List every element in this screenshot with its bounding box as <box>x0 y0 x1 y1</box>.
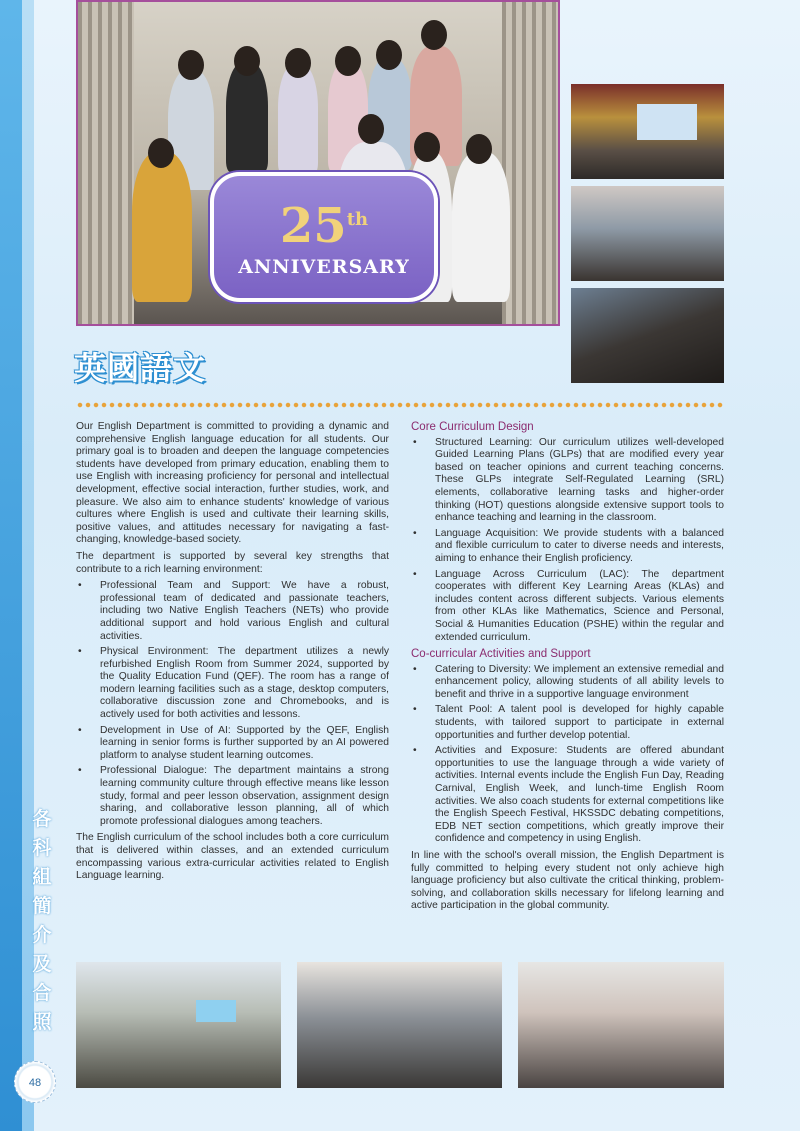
person-head <box>358 114 384 144</box>
person <box>452 152 510 302</box>
anniversary-number: 25 <box>279 198 347 254</box>
person-head <box>335 46 361 76</box>
bottom-photo-students <box>518 962 724 1088</box>
person-head <box>178 50 204 80</box>
left-text-column <box>76 421 389 887</box>
co-curricular-list <box>411 664 724 846</box>
person-head <box>148 138 174 168</box>
person-head <box>421 20 447 50</box>
person-head <box>285 48 311 78</box>
list-item: • Professional Team and Support: We have a robust, professional team of dedicated and passionate teachers, including two Native English Teachers (NETs) who provide additional support and hold various English and cultural activities. <box>100 580 389 643</box>
vertical-section-caption: 各科組簡介及合照 <box>32 808 52 1033</box>
page-number: 48 <box>14 1061 56 1103</box>
left-blue-stripe <box>0 0 22 1131</box>
person-head <box>376 40 402 70</box>
curriculum-paragraph: The English curriculum of the school includes both a core curriculum that is delivered within classes, and an extended curriculum encompassing various extra-curricular activities related to English Language learning. <box>76 832 389 882</box>
list-item: • Language Acquisition: We provide students with a balanced and flexible curriculum to cater to diverse needs and interests, aiming to enhance their English proficiency. <box>435 528 724 566</box>
list-item: • Talent Pool: A talent pool is developed for highly capable students, with tailored support to participate in external opportunities and further develop potential. <box>435 704 724 742</box>
dotted-divider <box>76 402 724 408</box>
list-item: • Physical Environment: The department utilizes a newly refurbished English Room from Summer 2024, supported by the Quality Education Fund (QEF). The room has a range of modern learning facilities such as a stage, desktop computers, collaborative discussion zone and Chromebooks, and is actively used for both activities and lessons. <box>100 646 389 722</box>
list-item: • Development in Use of AI: Supported by the QEF, English learning in senior forms is further supported by an AI powered platform to analyse student learning outcomes. <box>100 725 389 763</box>
room-screen <box>196 1000 236 1022</box>
anniversary-suffix: th <box>346 209 369 230</box>
side-photo-students <box>571 288 724 383</box>
list-item: • Language Across Curriculum (LAC): The department cooperates with different Key Learning Areas (KLAs) and includes content across different subjects. Various elements from other KLAs like Mathematics, Science and Personal, Social & Humanities Education (PSHE) within the regular and extended curriculum. <box>435 569 724 645</box>
person-head <box>414 132 440 162</box>
closing-paragraph: In line with the school's overall mission, the English Department is fully committed to helping every student not only achieve high language proficiency but also cultivate the critical thinking, problem-solving, and collaboration skills necessary for lifelong learning and active participation in the global community. <box>411 850 724 912</box>
bottom-photo-room <box>76 962 281 1088</box>
person <box>132 152 192 302</box>
wall-slats-right <box>502 2 558 324</box>
list-item: • Structured Learning: Our curriculum utilizes well-developed Guided Learning Plans (GLPs) that are modified every year based on teacher opinions and current teaching concerns. These GLPs integrate Self-Regulated Learning (SRL) elements, collaborative learning tasks and higher-order thinking (HOT) questions alongside extensive support tools to enhance teaching and learning in the classroom. <box>435 437 724 525</box>
right-text-column <box>411 421 724 917</box>
person-head <box>234 46 260 76</box>
core-curriculum-heading: Core Curriculum Design <box>411 421 534 433</box>
person <box>278 64 318 174</box>
strengths-intro: The department is supported by several key strengths that contribute to a rich learning environment: <box>76 550 389 575</box>
anniversary-text: ANNIVERSARY <box>238 256 410 278</box>
list-item: • Catering to Diversity: We implement an extensive remedial and enhancement policy, allowing students of all ability levels to benefit and thrive in a supportive language environment <box>435 664 724 702</box>
projector-screen <box>637 104 697 140</box>
person-head <box>466 134 492 164</box>
side-photo-stage <box>571 84 724 179</box>
side-photo-classroom <box>571 186 724 281</box>
bottom-photo-group <box>297 962 502 1088</box>
intro-paragraph: Our English Department is committed to providing a dynamic and comprehensive English language education for all students. Our primary goal is to broaden and deepen the language competencies students have developed from primary education, enabling them to use English with increasing proficiency for personal and intellectual development, effective social interaction, further studies, work, and pleasure. We also aim to enhance students' knowledge of various cultures where English is used and cultivate their learning skills, positive values, and attitudes necessary for navigating a fast-changing, knowledge-based society. <box>76 421 389 546</box>
wall-slats-left <box>78 2 134 324</box>
core-curriculum-list <box>411 437 724 645</box>
section-title: 英國語文 <box>74 349 207 387</box>
person <box>226 62 268 172</box>
list-item: • Activities and Exposure: Students are offered abundant opportunities to use the language through a wide variety of activities. Internal events include the English Fun Day, Reading Carnival, English Week, and lunch-time English Room activities. We also coach students for external competitions like the English Speech Festival, HKSSDC debating competitions, EDB NET section competitions, which greatly improve their confidence and competency in using English. <box>435 745 724 846</box>
co-curricular-heading: Co-curricular Activities and Support <box>411 648 591 661</box>
group-photo <box>76 0 560 326</box>
anniversary-sign <box>210 172 438 302</box>
strengths-list <box>76 580 389 828</box>
list-item: • Professional Dialogue: The department maintains a strong learning community culture through effective means like lesson study, formal and peer lesson observation, assignment design sharing, and collaborative lesson planning, all of which promote professional dialogues among teachers. <box>100 765 389 828</box>
